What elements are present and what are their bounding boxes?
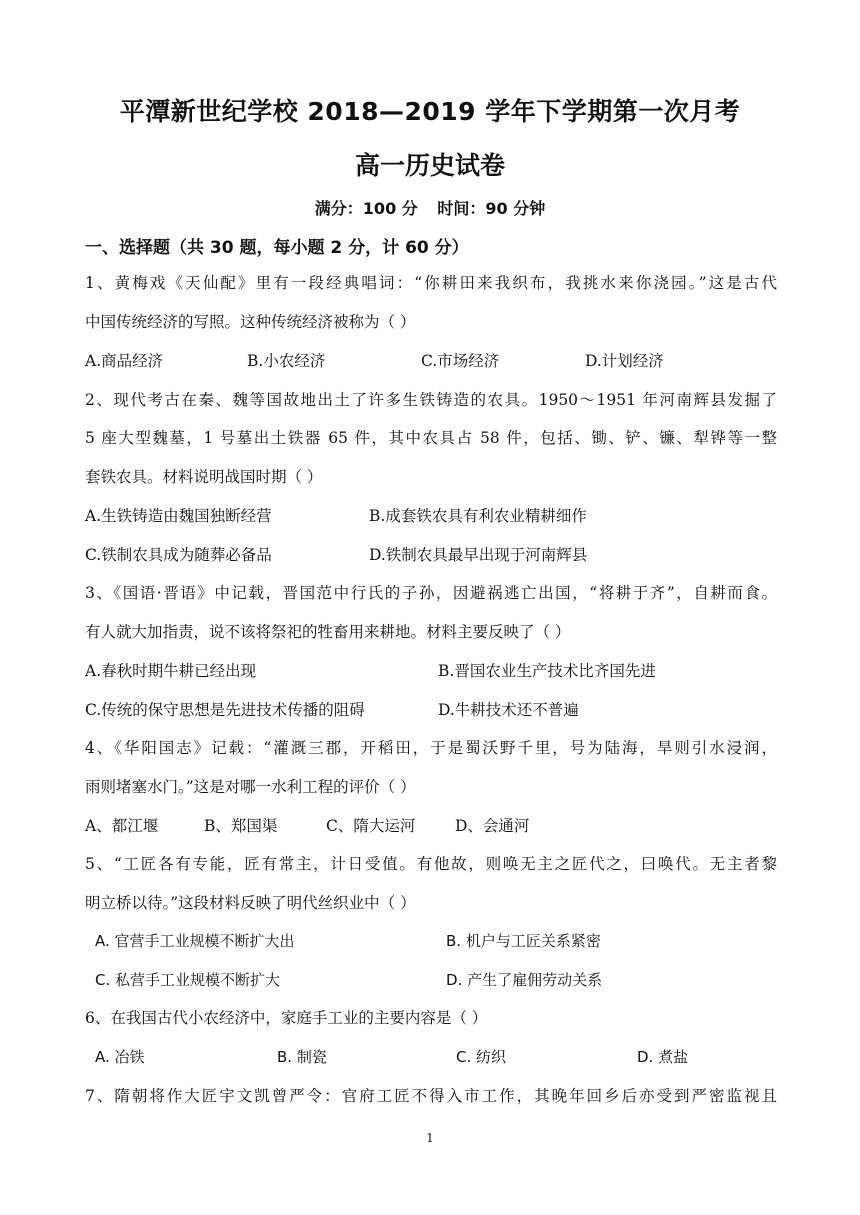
question-2-line-2: 5 座大型魏墓，1 号墓出土铁器 65 件，其中农具占 58 件，包括、锄、铲、镰、犁铧等一整 [85, 429, 777, 447]
question-3-line-1: 3、《国语·晋语》中记载，晋国范中行氏的子孙，因避祸逃亡出国，“将耕于齐”，自耕而食。 [85, 584, 777, 602]
question-1-line-2: 中国传统经济的写照。这种传统经济被称为（ ） [85, 313, 416, 331]
question-1-option-a: A.商品经济 [85, 352, 164, 370]
question-5-line-2: 明立桥以待。”这段材料反映了明代丝织业中（ ） [85, 894, 416, 912]
question-4-line-1: 4、《华阳国志》记载：“灌溉三郡，开稻田，于是蜀沃野千里，号为陆海，旱则引水浸润， [85, 739, 777, 757]
question-5-option-c: C. 私营手工业规模不断扩大 [95, 971, 281, 989]
question-5-line-1: 5、“工匠各有专能，匠有常主，计日受值。有他故，则唤无主之匠代之，曰唤代。无主者黎 [85, 855, 777, 873]
question-1-option-d: D.计划经济 [585, 352, 664, 370]
question-5-option-a: A. 官营手工业规模不断扩大出 [95, 932, 295, 950]
question-4-option-a: A、都江堰 [85, 817, 159, 835]
question-3-line-2: 有人就大加指责，说不该将祭祀的牲畜用来耕地。材料主要反映了（ ） [85, 623, 571, 641]
question-2-line-1: 2、现代考古在秦、魏等国故地出土了许多生铁铸造的农具。1950～1951 年河南辉县发掘了 [85, 391, 777, 409]
question-4-option-b: B、郑国渠 [204, 817, 278, 835]
exam-title: 平潭新世纪学校 2018—2019 学年下学期第一次月考 [119, 97, 741, 126]
question-7-line-1: 7、隋朝将作大匠宇文凯曾严令：官府工匠不得入市工作，其晚年回乡后亦受到严密监视且 [85, 1087, 777, 1105]
question-3-option-c: C.传统的保守思想是先进技术传播的阻碍 [85, 701, 365, 719]
question-2-option-d: D.铁制农具最早出现于河南辉县 [369, 546, 588, 564]
exam-meta [0, 196, 860, 219]
question-5-option-b: B. 机户与工匠关系紧密 [446, 932, 601, 950]
question-2-line-3: 套铁农具。材料说明战国时期（ ） [85, 468, 323, 486]
section-title: 一、选择题（共 30 题，每小题 2 分，计 60 分） [85, 238, 469, 258]
question-2-option-a: A.生铁铸造由魏国独断经营 [85, 507, 272, 525]
question-3-option-d: D.牛耕技术还不普遍 [438, 701, 579, 719]
question-3-option-b: B.晋国农业生产技术比齐国先进 [438, 662, 656, 680]
question-6-option-d: D. 煮盐 [637, 1048, 689, 1066]
full-score: 满分：100 分 [314, 199, 418, 218]
exam-time: 时间：90 分钟 [437, 199, 546, 218]
question-6-option-b: B. 制瓷 [277, 1048, 327, 1066]
question-6-option-c: C. 纺织 [456, 1048, 507, 1066]
exam-subtitle: 高一历史试卷 [354, 151, 505, 180]
question-1-option-c: C.市场经济 [421, 352, 500, 370]
question-2-option-b: B.成套铁农具有利农业精耕细作 [369, 507, 587, 525]
question-6-line-1: 6、在我国古代小农经济中，家庭手工业的主要内容是（ ） [85, 1009, 488, 1027]
question-3-option-a: A.春秋时期牛耕已经出现 [85, 662, 257, 680]
question-1-option-b: B.小农经济 [247, 352, 326, 370]
question-4-option-c: C、隋大运河 [326, 817, 416, 835]
page-number: 1 [426, 1131, 434, 1145]
question-2-option-c: C.铁制农具成为随葬必备品 [85, 546, 272, 564]
question-6-option-a: A. 冶铁 [95, 1048, 145, 1066]
question-5-option-d: D. 产生了雇佣劳动关系 [446, 971, 603, 989]
question-4-line-2: 雨则堵塞水门。”这是对哪一水利工程的评价（ ） [85, 778, 416, 796]
question-4-option-d: D、会通河 [455, 817, 530, 835]
question-1-line-1: 1、黄梅戏《天仙配》里有一段经典唱词：“你耕田来我织布，我挑水来你浇园。”这是古代 [85, 274, 777, 292]
